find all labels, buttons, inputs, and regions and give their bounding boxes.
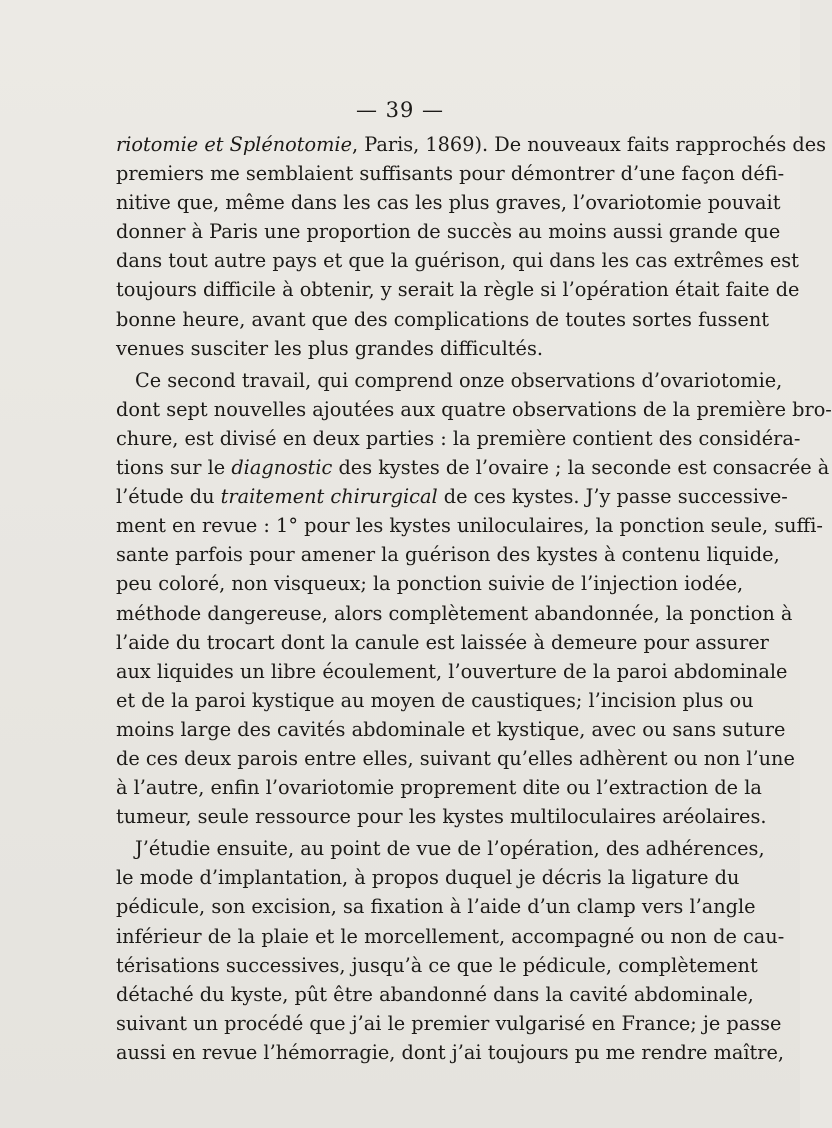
text-line <box>116 686 754 715</box>
text-line <box>116 951 758 980</box>
text-line <box>116 599 793 628</box>
text-run: aux liquides un libre écoulement, l’ouverture de la paroi abdominale <box>116 659 788 683</box>
text-line <box>116 922 785 951</box>
text-run: suivant un procédé que j’ai le premier vulgarisé en France; je passe <box>116 1011 782 1035</box>
text-line <box>116 217 781 246</box>
text-line <box>116 130 827 159</box>
text-run: donner à Paris une proportion de succès au moins aussi grande que <box>116 220 781 244</box>
text-run: tions sur le <box>116 456 232 480</box>
paragraph <box>116 831 785 1067</box>
text-line <box>116 980 754 1009</box>
text-run: chure, est divisé en deux parties : la première contient des considéra- <box>116 426 801 450</box>
text-run: dans tout autre pays et que la guérison, qui dans les cas extrêmes est <box>116 249 799 273</box>
text-line <box>116 657 788 686</box>
text-run: bonne heure, avant que des complications de toutes sortes fussent <box>116 307 770 331</box>
text-line <box>116 802 767 831</box>
text-line <box>116 453 830 482</box>
text-line <box>116 246 799 275</box>
text-run: toujours difficile à obtenir, y serait la règle si l’opération était faite de <box>116 278 800 302</box>
text-line <box>116 159 785 188</box>
text-run: , Paris, 1869). De nouveaux faits rapprochés des <box>352 133 827 156</box>
page-number: — 39 — <box>355 98 445 122</box>
text-line <box>116 892 756 921</box>
text-run: aussi en revue l’hémorragie, dont j’ai toujours pu me rendre maître, <box>116 1040 785 1064</box>
text-run: dont sept nouvelles ajoutées aux quatre observations de la première bro- <box>116 397 832 421</box>
text-run: moins large des cavités abdominale et kystique, avec ou sans suture <box>116 717 786 741</box>
text-run: térisations successives, jusqu’à ce que le pédicule, complètement <box>116 953 758 977</box>
text-run: inférieur de la plaie et le morcellement, accompagné ou non de cau- <box>116 924 785 948</box>
text-line <box>116 773 762 802</box>
text-run: détaché du kyste, pût être abandonné dans la cavité abdominale, <box>116 982 754 1006</box>
text-run: ment en revue : 1° pour les kystes uniloculaires, la ponction seule, suffi- <box>116 514 823 538</box>
italic-text: riotomie et Splénotomie <box>116 133 352 156</box>
text-run: l’étude du <box>116 485 221 509</box>
text-line <box>116 569 744 598</box>
text-run: venues susciter les plus grandes difficultés. <box>116 336 543 360</box>
text-line <box>116 744 795 773</box>
text-run: pédicule, son excision, sa fixation à l’aide d’un clamp vers l’angle <box>116 895 756 919</box>
text-line <box>116 482 788 511</box>
text-line <box>116 1038 785 1067</box>
text-run: à l’autre, enfin l’ovariotomie proprement dite ou l’extraction de la <box>116 776 762 800</box>
text-run: de ces deux parois entre elles, suivant qu’elles adhèrent ou non l’une <box>116 746 795 770</box>
text-line <box>116 366 783 395</box>
text-run: J’étudie ensuite, au point de vue de l’opération, des adhérences, <box>135 837 765 861</box>
text-run: premiers me semblaient suffisants pour démontrer d’une façon défi- <box>116 162 785 186</box>
body-text <box>116 130 832 1067</box>
text-run: Ce second travail, qui comprend onze observations d’ovariotomie, <box>135 368 783 392</box>
text-line <box>116 863 740 892</box>
text-run: le mode d’implantation, à propos duquel je décris la ligature du <box>116 866 740 890</box>
text-line <box>116 540 780 569</box>
text-line <box>116 305 770 334</box>
italic-text: diagnostic <box>231 456 333 480</box>
paragraph <box>116 130 827 363</box>
text-line <box>116 628 769 657</box>
text-run: et de la paroi kystique au moyen de caustiques; l’incision plus ou <box>116 688 754 712</box>
text-line <box>116 395 832 424</box>
text-run: méthode dangereuse, alors complètement abandonnée, la ponction à <box>116 601 793 625</box>
text-line <box>116 1009 782 1038</box>
text-run: l’aide du trocart dont la canule est laissée à demeure pour assurer <box>116 630 769 654</box>
text-line <box>116 834 765 863</box>
text-run: peu coloré, non visqueux; la ponction suivie de l’injection iodée, <box>116 572 744 596</box>
text-line <box>116 715 786 744</box>
text-run: sante parfois pour amener la guérison des kystes à contenu liquide, <box>116 543 780 567</box>
text-run: de ces kystes. J’y passe successive- <box>437 485 788 509</box>
text-run: tumeur, seule ressource pour les kystes multiloculaires aréolaires. <box>116 805 767 829</box>
text-line <box>116 188 781 217</box>
paragraph <box>116 363 832 832</box>
text-line <box>116 275 800 304</box>
text-line <box>116 424 801 453</box>
text-line <box>116 334 702 363</box>
text-run: nitive que, même dans les cas les plus graves, l’ovariotomie pouvait <box>116 191 781 215</box>
italic-text: traitement chirurgical <box>220 485 438 509</box>
text-line <box>116 511 823 540</box>
text-run: des kystes de l’ovaire ; la seconde est consacrée à <box>332 456 830 480</box>
